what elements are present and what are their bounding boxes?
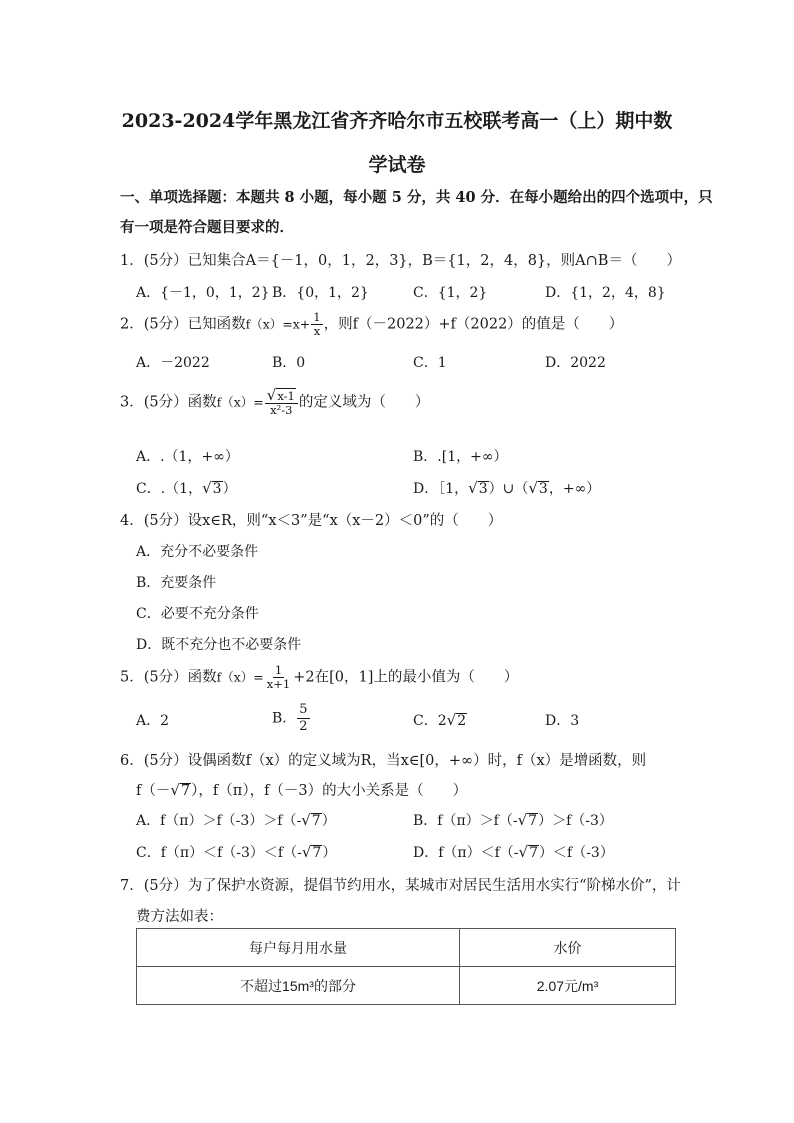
q5-option-b-numerator: 5: [299, 702, 308, 717]
question-5-stem: [120, 664, 518, 691]
q6-option-d: [413, 842, 614, 862]
q3-option-d-radicand-2: 3: [538, 481, 548, 497]
q3-option-b: B．.[1，+∞）: [413, 449, 508, 465]
q3-suffix: 的定义域为（ ）: [298, 394, 430, 411]
question-3-stem: [120, 388, 429, 417]
sqrt-sign-icon: √: [517, 811, 528, 829]
q1-option-c: C．{1，2}: [413, 285, 488, 301]
q2-option-a: A．－2022: [136, 355, 210, 371]
q5-option-a: A．2: [136, 713, 170, 729]
q6-option-b-radicand: 7: [528, 813, 538, 829]
q3-prefix: 3．(5分）函数: [120, 394, 217, 411]
q3-option-c: [136, 478, 237, 498]
q3-option-c-pre: C．.（1，: [136, 481, 203, 497]
q6-option-b: [413, 810, 613, 830]
sqrt-sign-icon: √: [446, 711, 457, 729]
q5-option-b-denominator: 2: [299, 719, 308, 734]
sqrt-sign-icon: √: [202, 479, 212, 497]
table-header-row: [137, 929, 676, 967]
q5-option-b: [272, 702, 311, 735]
q3-option-d: [413, 478, 600, 498]
q2-function: f（x）=x+: [245, 316, 311, 332]
q6-option-a: [136, 810, 336, 830]
q5-numerator: 1: [274, 663, 283, 677]
q6-option-d-radicand: 7: [529, 845, 539, 861]
q5-option-c-radicand: 2: [457, 713, 467, 729]
sqrt-sign-icon: √: [170, 781, 180, 799]
q5-option-c-pre: C．2: [413, 713, 447, 729]
q5-option-c: [413, 710, 467, 730]
q5-denominator: x+1: [266, 677, 291, 691]
q5-function: f（x）=: [216, 669, 264, 685]
q6-option-c-radicand: 7: [312, 845, 322, 861]
q6-option-b-post: ）＞f（-3）: [538, 813, 613, 829]
q1-option-a: A．{－1，0，1，2}: [136, 285, 270, 301]
q6-option-b-pre: B．f（π）＞f（-: [413, 813, 518, 829]
table-header-cell: 水价: [460, 929, 676, 967]
q3-numerator: [265, 388, 298, 404]
q2-numerator: 1: [313, 310, 321, 324]
question-2-stem: [120, 311, 623, 338]
q3-option-c-post: ）: [222, 481, 237, 497]
q4-option-c: C．必要不充分条件: [136, 606, 259, 622]
q4-option-d: D．既不充分也不必要条件: [136, 637, 302, 653]
exam-title-line1: 2023-2024学年黑龙江省齐齐哈尔市五校联考高一（上）期中数: [121, 110, 673, 132]
sqrt-sign-icon: √: [301, 811, 311, 829]
sqrt-sign-icon: √: [266, 386, 277, 404]
q5-fraction: [265, 664, 292, 691]
sqrt-sign-icon: √: [518, 843, 529, 861]
q5-prefix: 5．(5分）函数: [120, 669, 217, 686]
q2-option-c: C．1: [413, 355, 447, 371]
q2-fraction: [311, 311, 322, 338]
question-6-line1: 6．(5分）设偶函数f（x）的定义域为R，当x∈[0，+∞）时，f（x）是增函数，则: [120, 753, 647, 769]
q6-option-a-pre: A．f（π）＞f（-3）＞f（-: [136, 813, 302, 829]
q6-option-a-radicand: 7: [311, 813, 321, 829]
q1-option-d: D．{1，2，4，8}: [545, 285, 666, 301]
q5-option-b-fraction: [297, 702, 309, 735]
q6-option-d-post: ）＜f（-3）: [539, 845, 614, 861]
q3-option-d-mid: ）∪（: [488, 481, 529, 497]
q3-option-a: A．.（1，+∞）: [136, 449, 239, 465]
question-7-line2: 费方法如表：: [136, 909, 223, 925]
q3-radicand: x-1: [277, 389, 295, 403]
q3-option-d-pre: D．［1，: [413, 481, 469, 497]
section-heading-line2: 有一项是符合题目要求的．: [120, 219, 294, 236]
table-header-cell: 每户每月用水量: [137, 929, 460, 967]
table-row: [137, 967, 676, 1005]
q2-suffix: ，则f（－2022）+f（2022）的值是（ ）: [323, 316, 624, 333]
water-price-table: [136, 928, 676, 1005]
q2-denominator: x: [313, 324, 321, 338]
q5-suffix: +2在[0，1]上的最小值为（ ）: [293, 669, 519, 686]
q5-option-d: D．3: [545, 713, 580, 729]
section-heading-line1: 一、单项选择题：本题共 8 小题，每小题 5 分，共 40 分．在每小题给出的四个选项中，只: [120, 189, 713, 206]
q6-line2-radicand: 7: [180, 783, 191, 799]
sqrt-sign-icon: √: [468, 479, 478, 497]
q3-option-d-post: ，+∞）: [548, 481, 601, 497]
q2-prefix: 2．(5分）已知函数: [120, 316, 246, 333]
q6-option-c-pre: C．f（π）＜f（-3）＜f（-: [136, 845, 302, 861]
q4-option-b: B．充要条件: [136, 575, 217, 591]
exam-title-line2: 学试卷: [368, 154, 426, 176]
question-1-stem: 1．(5分）已知集合A＝{－1，0，1，2，3}，B＝{1，2，4，8}，则A∩B＝（ ）: [120, 253, 681, 269]
q4-option-a: A．充分不必要条件: [136, 544, 259, 560]
q2-option-b: B．0: [272, 355, 306, 371]
q3-fraction: [265, 388, 298, 417]
q6-option-c-post: ）: [322, 845, 337, 861]
q3-option-d-radicand-1: 3: [478, 481, 488, 497]
table-cell: 不超过15m³的部分: [137, 967, 460, 1005]
q3-function: f（x）=: [216, 394, 264, 410]
q6-option-c: [136, 842, 336, 862]
q3-option-c-radicand: 3: [212, 481, 222, 497]
q6-line2-pre: f（－: [136, 783, 171, 799]
sqrt-sign-icon: √: [528, 479, 538, 497]
question-6-line2: [136, 779, 467, 800]
q5-option-b-pre: B．: [272, 710, 297, 727]
sqrt-sign-icon: √: [301, 843, 312, 861]
q1-option-b: B．{0，1，2}: [272, 285, 369, 301]
q3-denominator: x²-3: [270, 403, 293, 417]
q2-option-d: D．2022: [545, 355, 606, 371]
question-4-stem: 4．(5分）设x∈R，则“x＜3”是“x（x－2）＜0”的（ ）: [120, 513, 503, 529]
q6-option-d-pre: D．f（π）＜f（-: [413, 845, 519, 861]
q6-line2-post: ），f（π），f（－3）的大小关系是（ ）: [191, 783, 468, 799]
q6-option-a-post: ）: [321, 813, 336, 829]
table-cell: 2.07元/m³: [460, 967, 676, 1005]
question-7-line1: 7．(5分）为了保护水资源，提倡节约用水，某城市对居民生活用水实行“阶梯水价”，计: [120, 878, 681, 894]
